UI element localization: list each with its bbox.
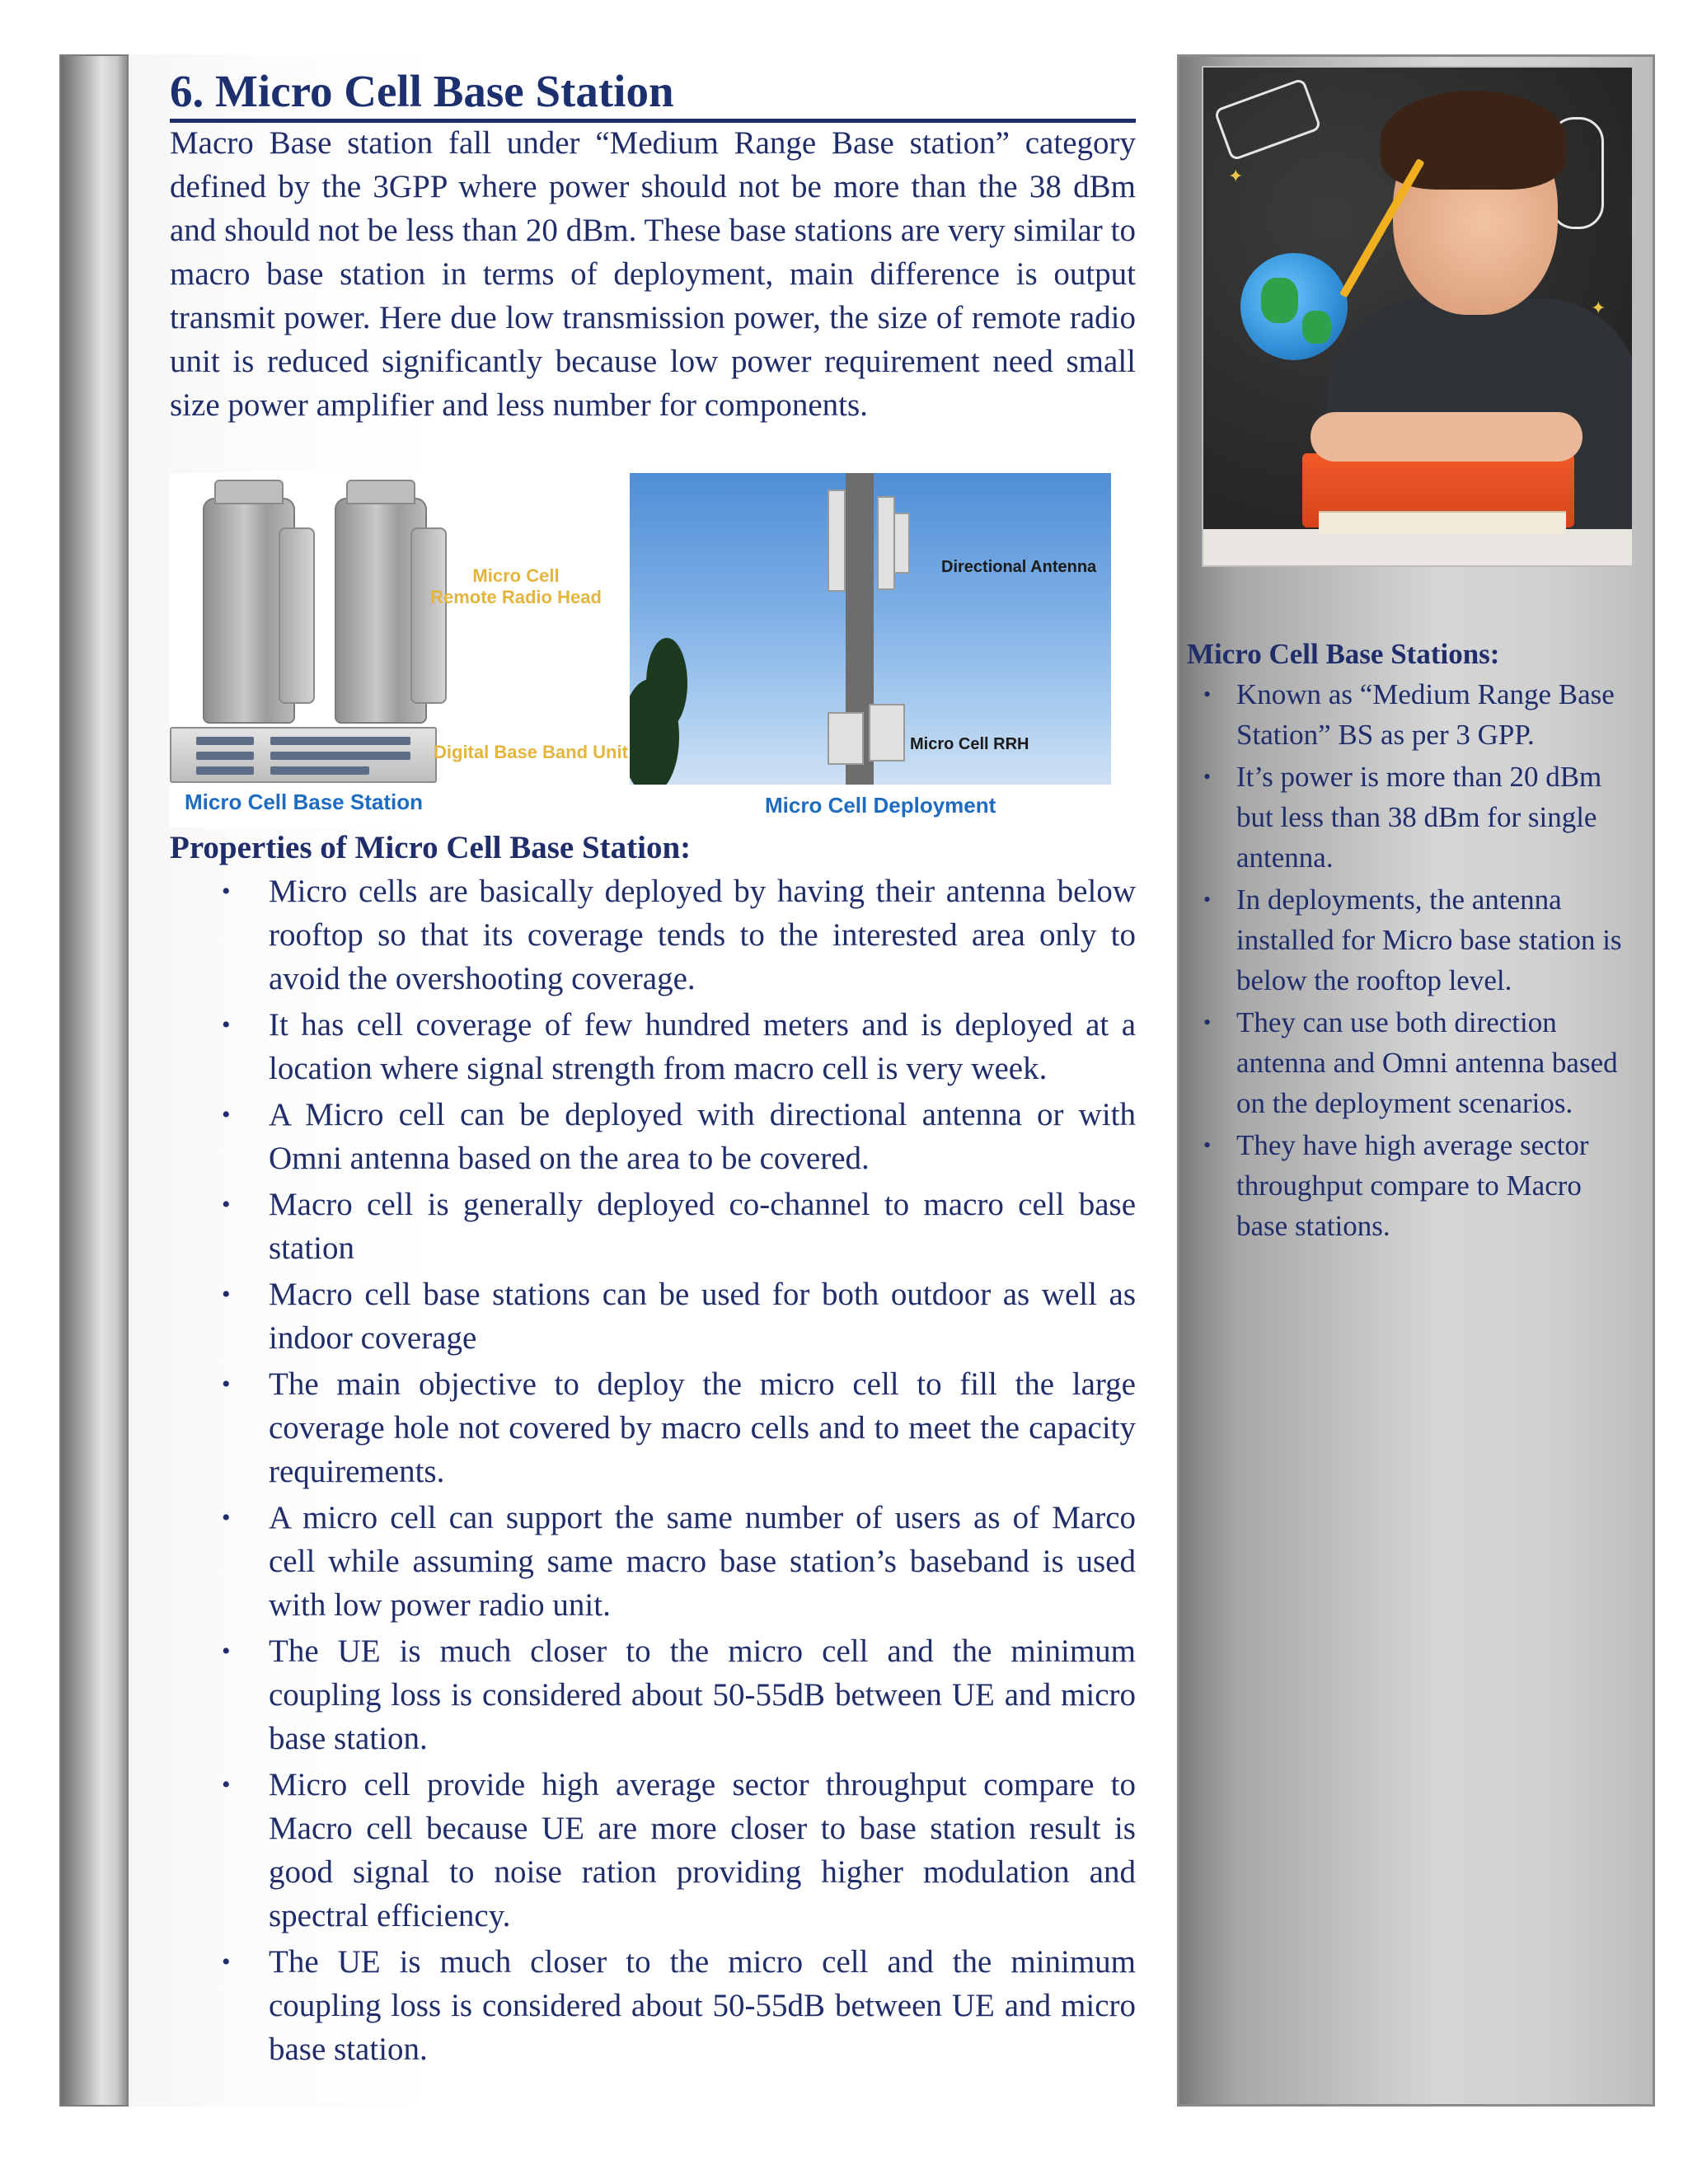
rrh-fin	[279, 527, 315, 704]
star-icon: ✦	[1591, 298, 1606, 319]
sidebar-list	[1187, 674, 1632, 1248]
list-item-text: Micro cell provide high average sector throughput compare to Macro cell because UE are more closer to base station result is good signal to noise ration providing higher modulation and spectral efficiency.	[269, 1767, 1136, 1933]
bullet-icon: •	[222, 1191, 231, 1218]
bullet-icon: •	[222, 1504, 231, 1531]
rrh-label: Micro Cell Remote Radio Head	[430, 565, 602, 607]
list-item	[170, 1496, 1136, 1627]
sidebar-list-item	[1187, 1002, 1632, 1123]
base-station-image	[170, 473, 628, 827]
globe-land	[1261, 278, 1298, 323]
list-item	[170, 1629, 1136, 1760]
rrh-fin	[410, 527, 447, 704]
properties-list	[170, 869, 1136, 2074]
directional-antenna-panel	[893, 513, 910, 574]
directional-antenna-label: Directional Antenna	[941, 558, 1097, 576]
list-item	[170, 1763, 1136, 1938]
desk	[1203, 529, 1632, 565]
bullet-icon: •	[222, 1771, 231, 1798]
deployment-photo	[630, 473, 1111, 785]
sidebar-list-item	[1187, 757, 1632, 878]
bullet-icon: •	[1203, 765, 1212, 789]
space-shuttle-doodle-icon	[1213, 77, 1322, 162]
child-arms	[1311, 412, 1582, 462]
bbu-slot	[270, 766, 369, 775]
book-pages	[1319, 511, 1566, 534]
micro-cell-figure	[170, 473, 1119, 827]
bbu-slot	[196, 766, 254, 775]
baseband-unit	[170, 727, 437, 783]
rrh-top	[214, 480, 284, 504]
bbu-slot	[270, 752, 410, 760]
bullet-icon: •	[222, 1638, 231, 1665]
list-item-text: The UE is much closer to the micro cell and the minimum coupling loss is considered about 50-55dB between UE and micro base station.	[269, 1633, 1136, 1756]
list-item	[170, 1940, 1136, 2071]
sidebar-item-text: In deployments, the antenna installed for Micro base station is below the rooftop level.	[1236, 883, 1622, 996]
intro-paragraph: Macro Base station fall under “Medium Range Base station” category defined by the 3GPP where power should not be more than the 38 dBm and should not be less than 20 dBm. These base stations are very similar to macro base station in terms of deployment, main difference is output transmit power. Here due low transmission power, the size of remote radio unit is reduced significantly because low power requirement need small size power amplifier and less number for components.	[170, 125, 1136, 423]
bbu-slot	[270, 737, 410, 745]
bullet-icon: •	[1203, 888, 1212, 912]
bullet-icon: •	[222, 1948, 231, 1975]
sidebar-list-item	[1187, 879, 1632, 1001]
bullet-icon: •	[222, 1011, 231, 1038]
base-station-caption: Micro Cell Base Station	[185, 790, 423, 814]
sidebar-item-text: They have high average sector throughput compare to Macro base stations.	[1236, 1129, 1589, 1242]
list-item-text: A Micro cell can be deployed with directional antenna or with Omni antenna based on the area to be covered.	[269, 1097, 1136, 1176]
list-item-text: The main objective to deploy the micro cell to fill the large coverage hole not covered by macro cells and to meet the capacity requirements.	[269, 1366, 1136, 1489]
remote-radio-head-unit	[203, 498, 295, 724]
star-icon: ✦	[1228, 166, 1244, 187]
student-photo	[1202, 66, 1634, 567]
sidebar-list-item	[1187, 674, 1632, 755]
tree	[646, 638, 687, 729]
page-title: 6. Micro Cell Base Station	[170, 64, 1136, 123]
sidebar-list-item	[1187, 1125, 1632, 1246]
list-item	[170, 1183, 1136, 1270]
list-item-text: Macro cell base stations can be used for both outdoor as well as indoor coverage	[269, 1277, 1136, 1356]
globe-icon	[1240, 253, 1348, 360]
list-item	[170, 1272, 1136, 1360]
sidebar-item-text: It’s power is more than 20 dBm but less than 38 dBm for single antenna.	[1236, 761, 1602, 874]
sidebar-item-text: Known as “Medium Range Base Station” BS as per 3 GPP.	[1236, 678, 1615, 751]
properties-heading: Properties of Micro Cell Base Station:	[170, 830, 692, 865]
list-item	[170, 1093, 1136, 1180]
bullet-icon: •	[1203, 1010, 1212, 1034]
deployment-caption: Micro Cell Deployment	[765, 793, 996, 818]
remote-radio-head-unit	[335, 498, 427, 724]
globe-land	[1302, 311, 1331, 344]
bullet-icon: •	[222, 1371, 231, 1398]
bullet-icon: •	[1203, 682, 1212, 706]
directional-antenna-panel	[877, 496, 895, 590]
list-item-text: Macro cell is generally deployed co-channel to macro cell base station	[269, 1187, 1136, 1266]
list-item-text: The UE is much closer to the micro cell and the minimum coupling loss is considered about 50-55dB between UE and micro base station.	[269, 1944, 1136, 2067]
bbu-slot	[196, 752, 254, 760]
left-decorative-bar	[59, 54, 129, 2107]
bbu-label: Digital Base Band Unit	[434, 742, 628, 762]
list-item	[170, 1003, 1136, 1090]
list-item	[170, 869, 1136, 1001]
bullet-icon: •	[222, 1281, 231, 1308]
list-item-text: A micro cell can support the same number of users as of Marco cell while assuming same macro base station’s baseband is used with low power radio unit.	[269, 1500, 1136, 1623]
bbu-slot	[196, 737, 254, 745]
list-item	[170, 1362, 1136, 1493]
bullet-icon: •	[1203, 1133, 1212, 1157]
micro-rrh-box	[869, 704, 905, 762]
directional-antenna-panel	[828, 490, 846, 592]
rrh-top	[346, 480, 415, 504]
list-item-text: Micro cells are basically deployed by having their antenna below rooftop so that its coverage tends to the interested area only to avoid the overshooting coverage.	[269, 874, 1136, 996]
sidebar-heading: Micro Cell Base Stations:	[1187, 638, 1500, 670]
micro-rrh-box	[828, 712, 864, 765]
sidebar-item-text: They can use both direction antenna and Omni antenna based on the deployment scenarios.	[1236, 1006, 1618, 1119]
bullet-icon: •	[222, 1101, 231, 1128]
list-item-text: It has cell coverage of few hundred meters and is deployed at a location where signal strength from macro cell is very week.	[269, 1007, 1136, 1086]
micro-rrh-label: Micro Cell RRH	[910, 735, 1029, 753]
bullet-icon: •	[222, 878, 231, 905]
